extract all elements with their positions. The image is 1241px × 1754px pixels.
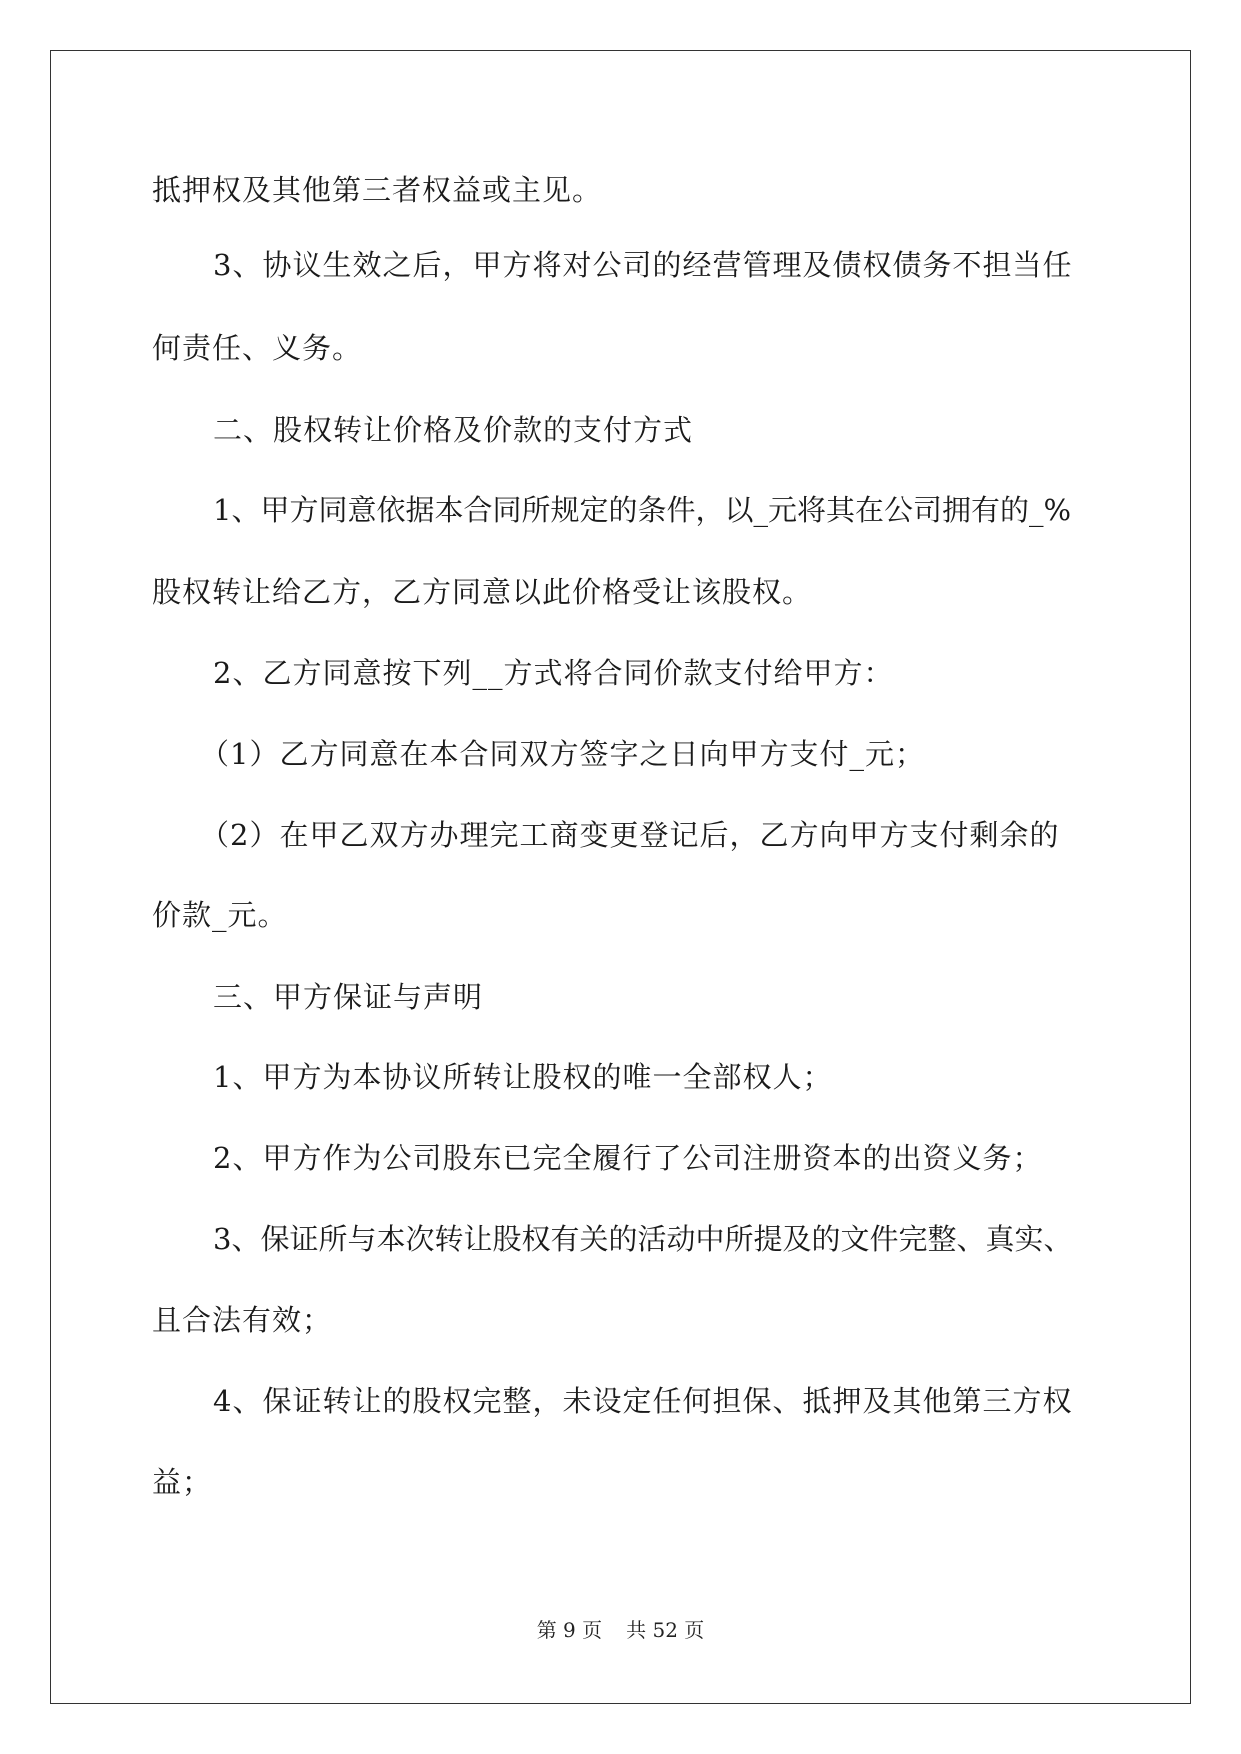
text-line-2: 3、协议生效之后，甲方将对公司的经营管理及债权债务不担当任	[213, 248, 1073, 282]
text-line-12: 1、甲方为本协议所转让股权的唯一全部权人；	[213, 1060, 833, 1094]
page-border	[50, 50, 1191, 1704]
text-line-13: 2、甲方作为公司股东已完全履行了公司注册资本的出资义务；	[213, 1141, 1043, 1175]
text-line-1: 抵押权及其他第三者权益或主见。	[152, 173, 603, 207]
text-line-6: 股权转让给乙方，乙方同意以此价格受让该股权。	[152, 575, 813, 609]
text-line-14: 3、保证所与本次转让股权有关的活动中所提及的文件完整、真实、	[213, 1222, 1073, 1256]
section-heading-3: 三、甲方保证与声明	[213, 980, 484, 1014]
section-heading-2: 二、股权转让价格及价款的支付方式	[213, 413, 694, 447]
text-line-15: 且合法有效；	[152, 1303, 333, 1337]
text-line-7: 2、乙方同意按下列__方式将合同价款支付给甲方：	[213, 656, 894, 690]
text-line-10: 价款_元。	[152, 898, 288, 932]
page-footer	[0, 1618, 1241, 1642]
text-line-16: 4、保证转让的股权完整，未设定任何担保、抵押及其他第三方权	[213, 1384, 1073, 1418]
text-line-5: 1、甲方同意依据本合同所规定的条件，以_元将其在公司拥有的_%	[213, 493, 1072, 527]
text-line-3: 何责任、义务。	[152, 331, 363, 365]
text-line-9: （2）在甲乙双方办理完工商变更登记后，乙方向甲方支付剩余的	[200, 818, 1060, 852]
total-pages: 共 52 页	[626, 1618, 705, 1642]
text-line-8: （1）乙方同意在本合同双方签字之日向甲方支付_元；	[200, 737, 925, 771]
text-line-17: 益；	[152, 1465, 213, 1499]
page-number: 第 9 页	[536, 1618, 603, 1642]
